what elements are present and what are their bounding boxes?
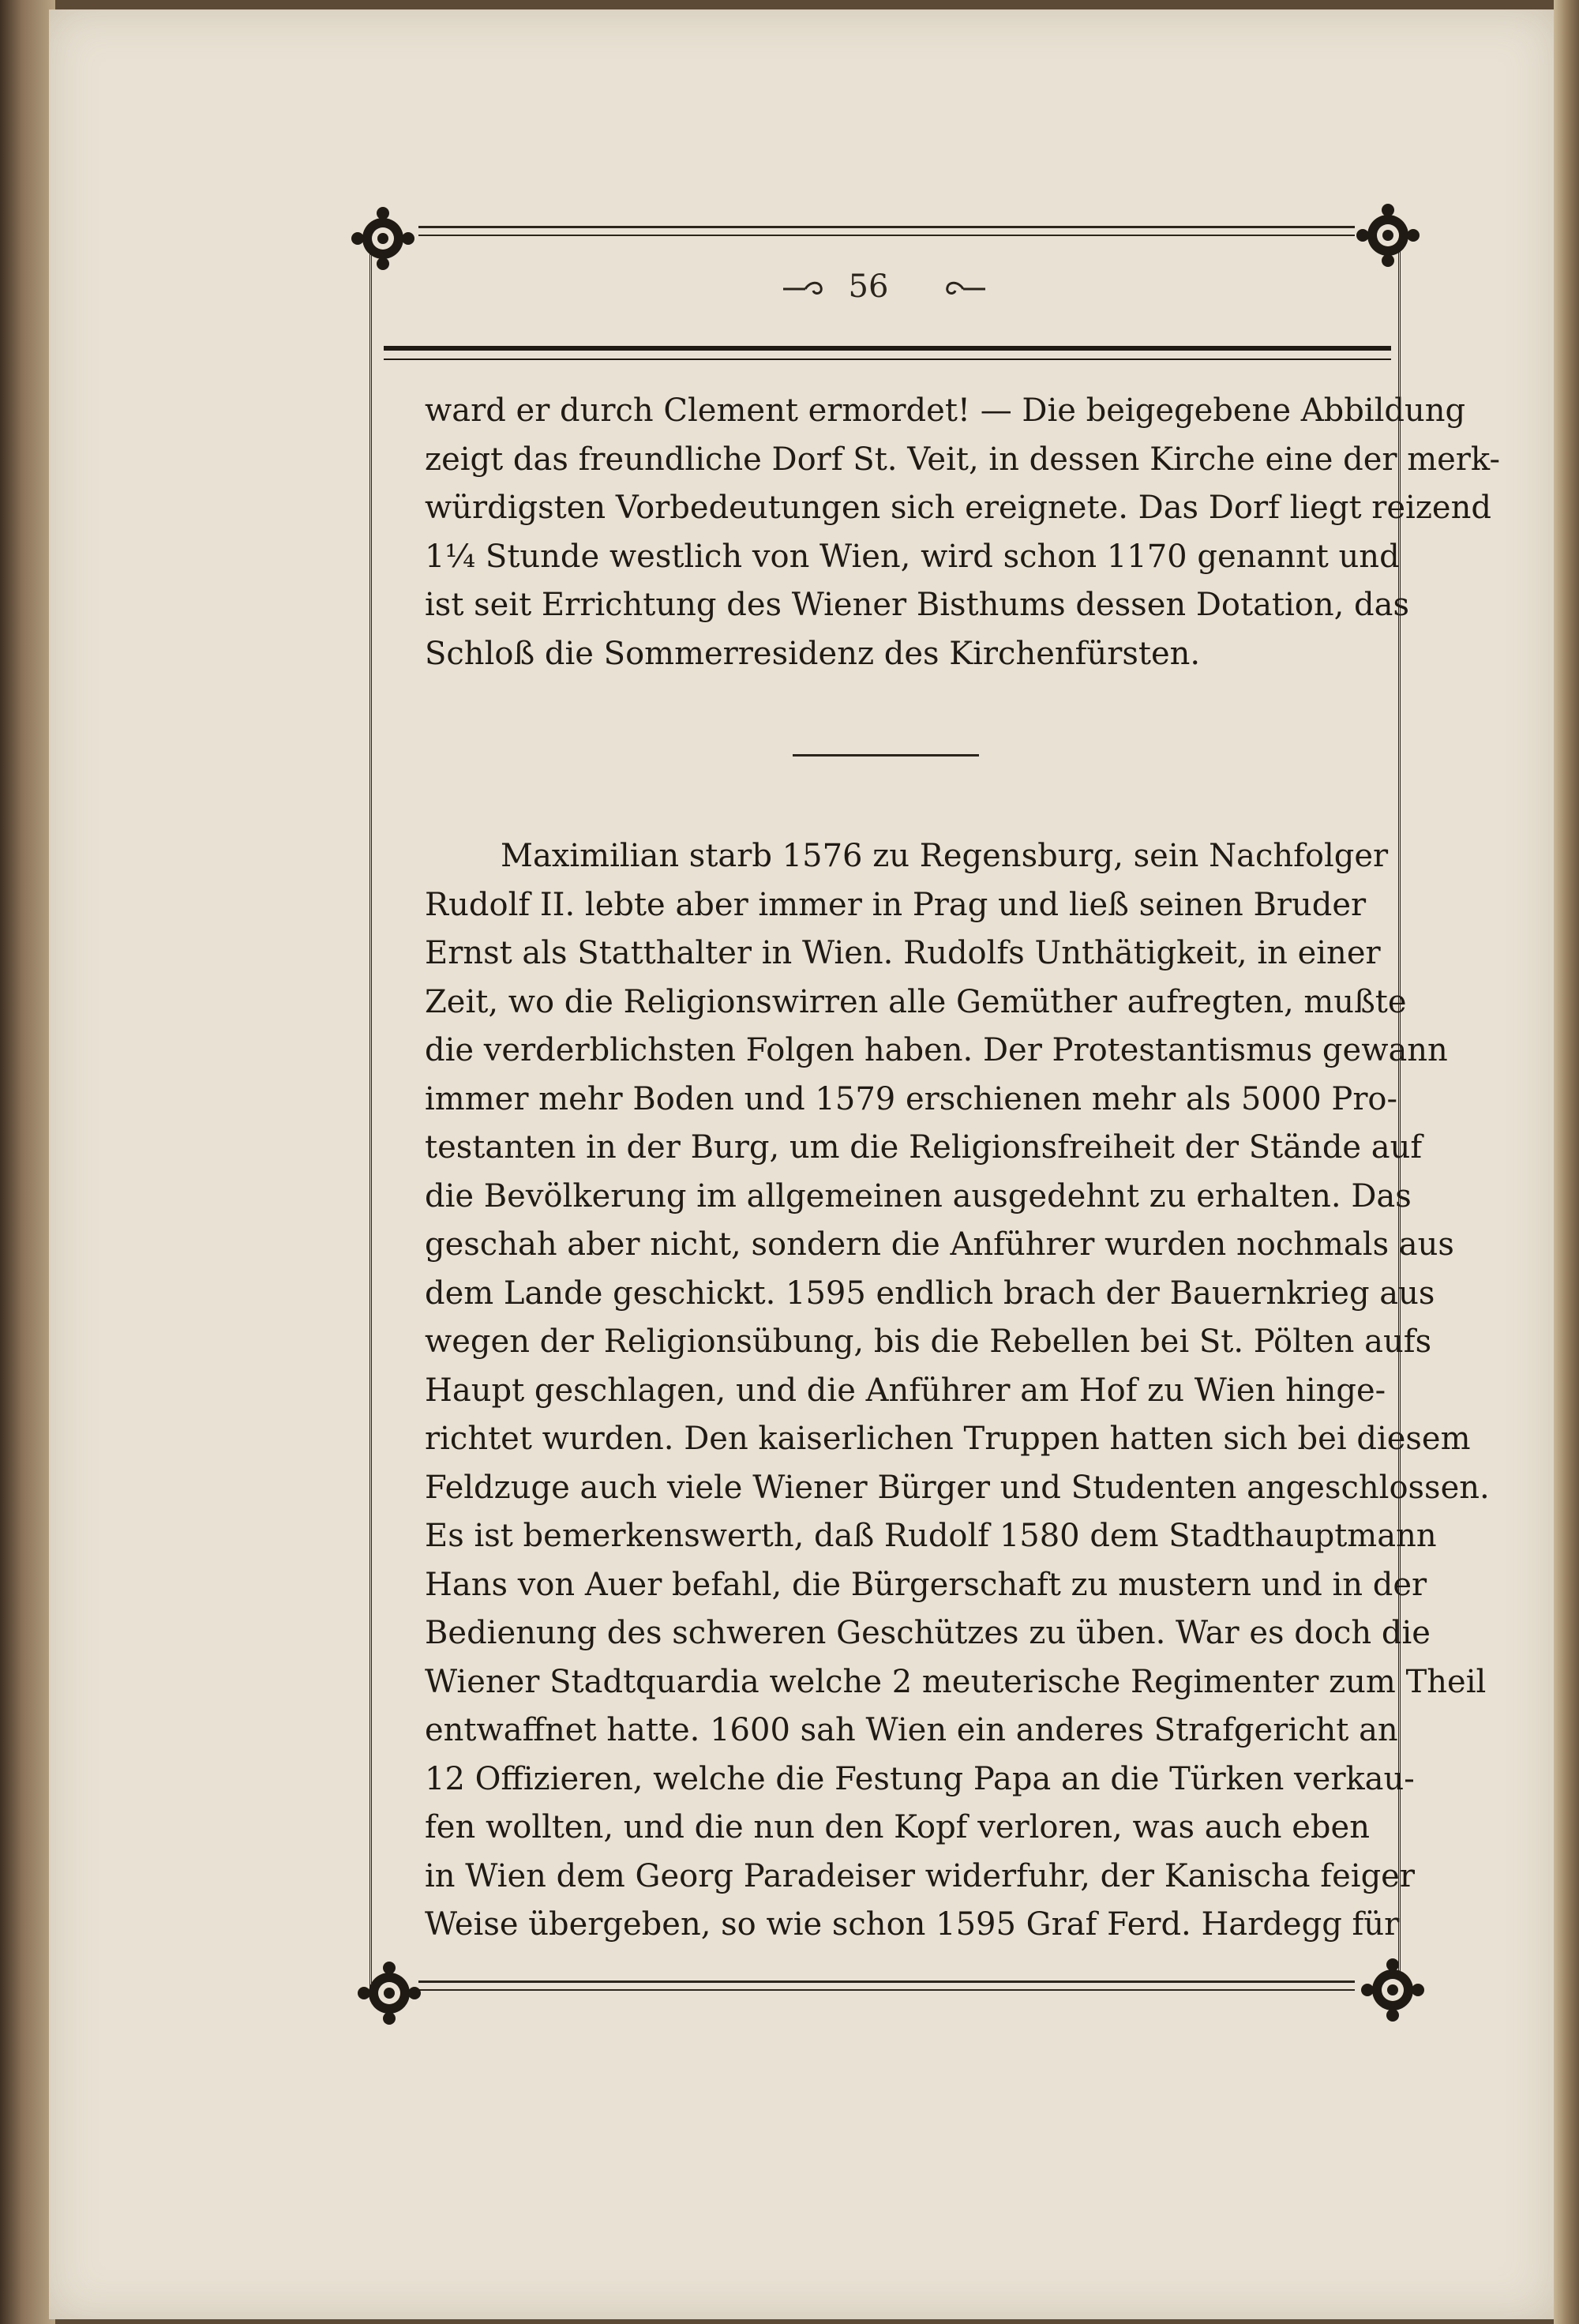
left-page-edge [0, 0, 55, 2324]
text-line: geschah aber nicht, sondern die Anführer wurden nochmals aus [425, 1226, 1454, 1263]
paragraph-2 [425, 832, 1490, 1950]
text-line: Hans von Auer befahl, die Bürgerschaft zu mustern und in der [425, 1566, 1427, 1603]
header-rule [384, 346, 1391, 360]
text-line: immer mehr Boden und 1579 erschienen mehr als 5000 Pro- [425, 1080, 1398, 1117]
text-line: Wiener Stadtquardia welche 2 meuterische Regimenter zum Theil [425, 1663, 1487, 1700]
text-line: in Wien dem Georg Paradeiser widerfuhr, der Kanischa feiger [425, 1857, 1415, 1894]
text-line: 1¹⁄₄ Stunde westlich von Wien, wird schon 1170 genannt und [425, 538, 1400, 575]
text-line: ward er durch Clement ermordet! — Die beigegebene Abbildung [425, 392, 1466, 429]
right-page-edge [1554, 0, 1579, 2324]
text-line: ist seit Errichtung des Wiener Bisthums dessen Dotation, das [425, 587, 1410, 623]
text-line: Bedienung des schweren Geschützes zu üben. War es doch die [425, 1615, 1431, 1651]
text-line: 12 Offizieren, welche die Festung Papa an die Türken verkau- [425, 1760, 1415, 1797]
text-line: Es ist bemerkenswerth, daß Rudolf 1580 dem Stadthauptmann [425, 1518, 1437, 1554]
text-line: Haupt geschlagen, und die Anführer am Hof zu Wien hinge- [425, 1372, 1386, 1409]
text-line: Zeit, wo die Religionswirren alle Gemüther aufregten, mußte [425, 983, 1407, 1020]
text-line: richtet wurden. Den kaiserlichen Truppen hatten sich bei diesem [425, 1421, 1471, 1457]
text-line: Ernst als Statthalter in Wien. Rudolfs Unthätigkeit, in einer [425, 935, 1381, 971]
page-number: 56 [848, 268, 889, 305]
text-line: Weise übergeben, so wie schon 1595 Graf Ferd. Hardegg für [425, 1906, 1400, 1943]
frame-top-rule [418, 226, 1355, 236]
right-flourish-icon [940, 278, 987, 300]
text-line: zeigt das freundliche Dorf St. Veit, in dessen Kirche eine der merk- [425, 441, 1500, 478]
text-line: fen wollten, und die nun den Kopf verloren, was auch eben [425, 1809, 1370, 1845]
corner-ornament-icon [350, 205, 416, 272]
corner-ornament-icon [356, 1960, 422, 2026]
corner-ornament-icon [1360, 1957, 1426, 2023]
text-line: entwaffnet hatte. 1600 sah Wien ein anderes Strafgericht an [425, 1712, 1398, 1748]
text-line: testanten in der Burg, um die Religionsfreiheit der Stände auf [425, 1129, 1423, 1166]
text-line: dem Lande geschickt. 1595 endlich brach der Bauernkrieg aus [425, 1275, 1435, 1312]
text-line: Maximilian starb 1576 zu Regensburg, sein Nachfolger [501, 838, 1389, 874]
text-line: würdigsten Vorbedeutungen sich ereignete. Das Dorf liegt reizend [425, 490, 1491, 526]
text-line: Rudolf II. lebte aber immer in Prag und ließ seinen Bruder [425, 886, 1367, 923]
text-line: wegen der Religionsübung, bis die Rebellen bei St. Pölten aufs [425, 1323, 1432, 1360]
text-line: die verderblichsten Folgen haben. Der Protestantismus gewann [425, 1032, 1448, 1068]
text-line: Feldzuge auch viele Wiener Bürger und Studenten angeschlossen. [425, 1469, 1490, 1506]
paragraph-1 [425, 387, 1500, 678]
section-divider [793, 754, 979, 757]
text-line: Schloß die Sommerresidenz des Kirchenfürsten. [425, 635, 1201, 672]
frame-bottom-rule [418, 1980, 1355, 1991]
text-line: die Bevölkerung im allgemeinen ausgedehnt zu erhalten. Das [425, 1177, 1412, 1215]
corner-ornament-icon [1355, 202, 1421, 268]
